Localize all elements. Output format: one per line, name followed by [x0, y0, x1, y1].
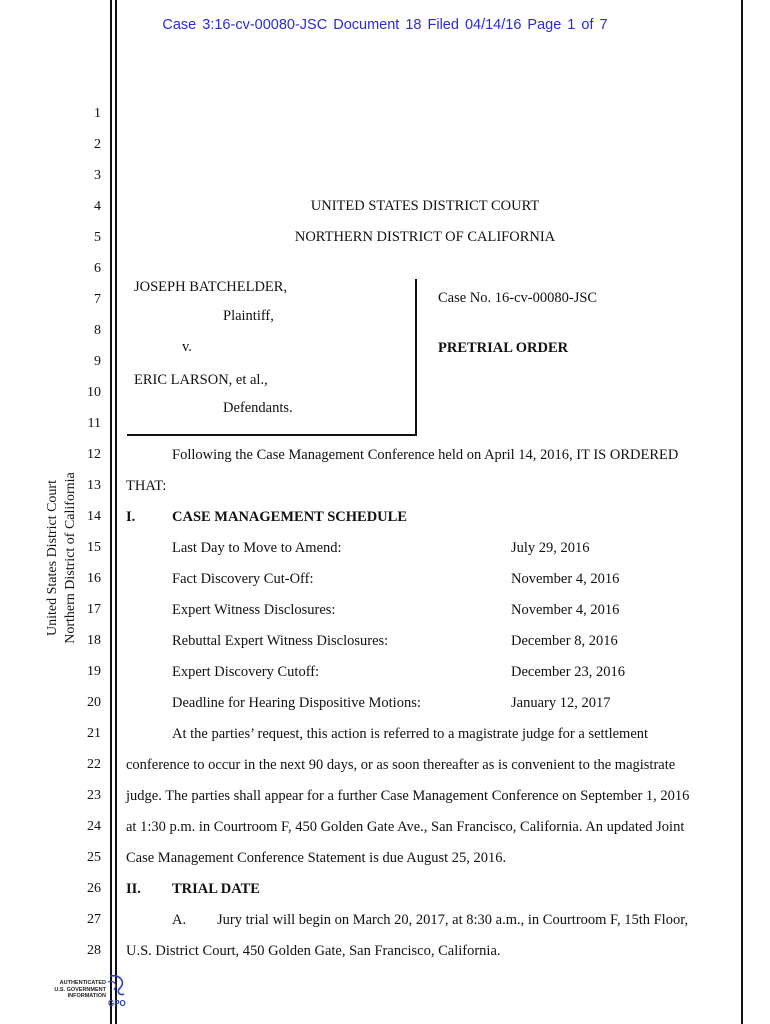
line-number: 22	[87, 757, 101, 772]
line-number: 6	[94, 261, 101, 276]
intro-line: THAT:	[126, 478, 167, 494]
line-number: 5	[94, 230, 101, 245]
line-number: 19	[87, 664, 101, 679]
line-number: 21	[87, 726, 101, 741]
line-number: 28	[87, 943, 101, 958]
line-number: 17	[87, 602, 101, 617]
line-number: 10	[87, 385, 101, 400]
line-number: 7	[94, 292, 101, 307]
paragraph-line: Jury trial will begin on March 20, 2017, at 8:30 a.m., in Courtroom F, 15th Floor,	[217, 912, 689, 928]
gpo-eagle-icon	[106, 974, 128, 1012]
schedule-event: Expert Witness Disclosures:	[172, 602, 336, 618]
paragraph-line: judge. The parties shall appear for a further Case Management Conference on September 1, 2016	[126, 788, 690, 804]
paragraph-line: U.S. District Court, 450 Golden Gate, San Francisco, California.	[126, 943, 501, 959]
paragraph-line: Case Management Conference Statement is due August 25, 2016.	[126, 850, 507, 866]
paragraph-line: at 1:30 p.m. in Courtroom F, 450 Golden Gate Ave., San Francisco, California. An updated Joint	[126, 819, 685, 835]
line-number: 13	[87, 478, 101, 493]
court-sidebar	[44, 428, 84, 688]
line-number: 15	[87, 540, 101, 555]
court-district: NORTHERN DISTRICT OF CALIFORNIA	[294, 229, 556, 245]
gpo-authentication-seal	[34, 974, 126, 1014]
case-header: Case 3:16-cv-00080-JSC Document 18 Filed 04/14/16 Page 1 of 7	[162, 17, 608, 33]
paragraph-line: conference to occur in the next 90 days, or as soon thereafter as is convenient to the magistrate	[126, 757, 676, 773]
document-title: PRETRIAL ORDER	[438, 340, 569, 356]
section-heading: CASE MANAGEMENT SCHEDULE	[172, 509, 407, 525]
schedule-date: January 12, 2017	[511, 695, 611, 711]
caption-divider	[415, 279, 417, 435]
versus: v.	[182, 339, 192, 355]
case-number: Case No. 16-cv-00080-JSC	[438, 290, 598, 306]
line-number: 18	[87, 633, 101, 648]
schedule-date: November 4, 2016	[511, 571, 620, 587]
section-number: I.	[126, 509, 136, 525]
svg-text:GPO: GPO	[108, 999, 126, 1008]
sidebar-court: United States District Court	[45, 480, 60, 636]
line-number: 8	[94, 323, 101, 338]
defendant-name: ERIC LARSON, et al.,	[134, 372, 268, 388]
schedule-date: July 29, 2016	[511, 540, 590, 556]
paragraph-line: At the parties’ request, this action is referred to a magistrate judge for a settlement	[172, 726, 649, 742]
schedule-event: Last Day to Move to Amend:	[172, 540, 342, 556]
line-number: 23	[87, 788, 101, 803]
gpo-seal-text: AUTHENTICATED U.S. GOVERNMENT INFORMATION	[54, 980, 106, 999]
item-label: A.	[172, 912, 187, 928]
line-number: 20	[87, 695, 101, 710]
intro-line: Following the Case Management Conference held on April 14, 2016, IT IS ORDERED	[172, 447, 679, 463]
line-number: 4	[94, 199, 101, 214]
schedule-event: Rebuttal Expert Witness Disclosures:	[172, 633, 389, 649]
line-number: 3	[94, 168, 101, 183]
line-number: 27	[87, 912, 101, 927]
left-margin-rule	[110, 0, 112, 1024]
line-number: 26	[87, 881, 101, 896]
caption-bottom-rule	[127, 434, 417, 436]
section-number: II.	[126, 881, 141, 897]
defendant-role: Defendants.	[223, 400, 293, 416]
left-margin-rule-2	[115, 0, 117, 1024]
line-number: 1	[94, 106, 101, 121]
sidebar-district: Northern District of California	[63, 472, 78, 644]
schedule-date: December 23, 2016	[511, 664, 625, 680]
schedule-date: November 4, 2016	[511, 602, 620, 618]
plaintiff-name: JOSEPH BATCHELDER,	[134, 279, 288, 295]
line-number: 16	[87, 571, 101, 586]
plaintiff-role: Plaintiff,	[223, 308, 274, 324]
line-number: 9	[94, 354, 101, 369]
schedule-event: Fact Discovery Cut-Off:	[172, 571, 314, 587]
right-margin-rule	[741, 0, 743, 1024]
schedule-date: December 8, 2016	[511, 633, 618, 649]
line-number: 12	[87, 447, 101, 462]
line-number: 11	[87, 416, 101, 431]
line-number: 25	[87, 850, 101, 865]
court-name: UNITED STATES DISTRICT COURT	[310, 198, 540, 214]
schedule-event: Deadline for Hearing Dispositive Motions:	[172, 695, 421, 711]
line-number: 14	[87, 509, 101, 524]
line-number: 2	[94, 137, 101, 152]
line-number: 24	[87, 819, 101, 834]
section-heading: TRIAL DATE	[172, 881, 260, 897]
schedule-event: Expert Discovery Cutoff:	[172, 664, 320, 680]
